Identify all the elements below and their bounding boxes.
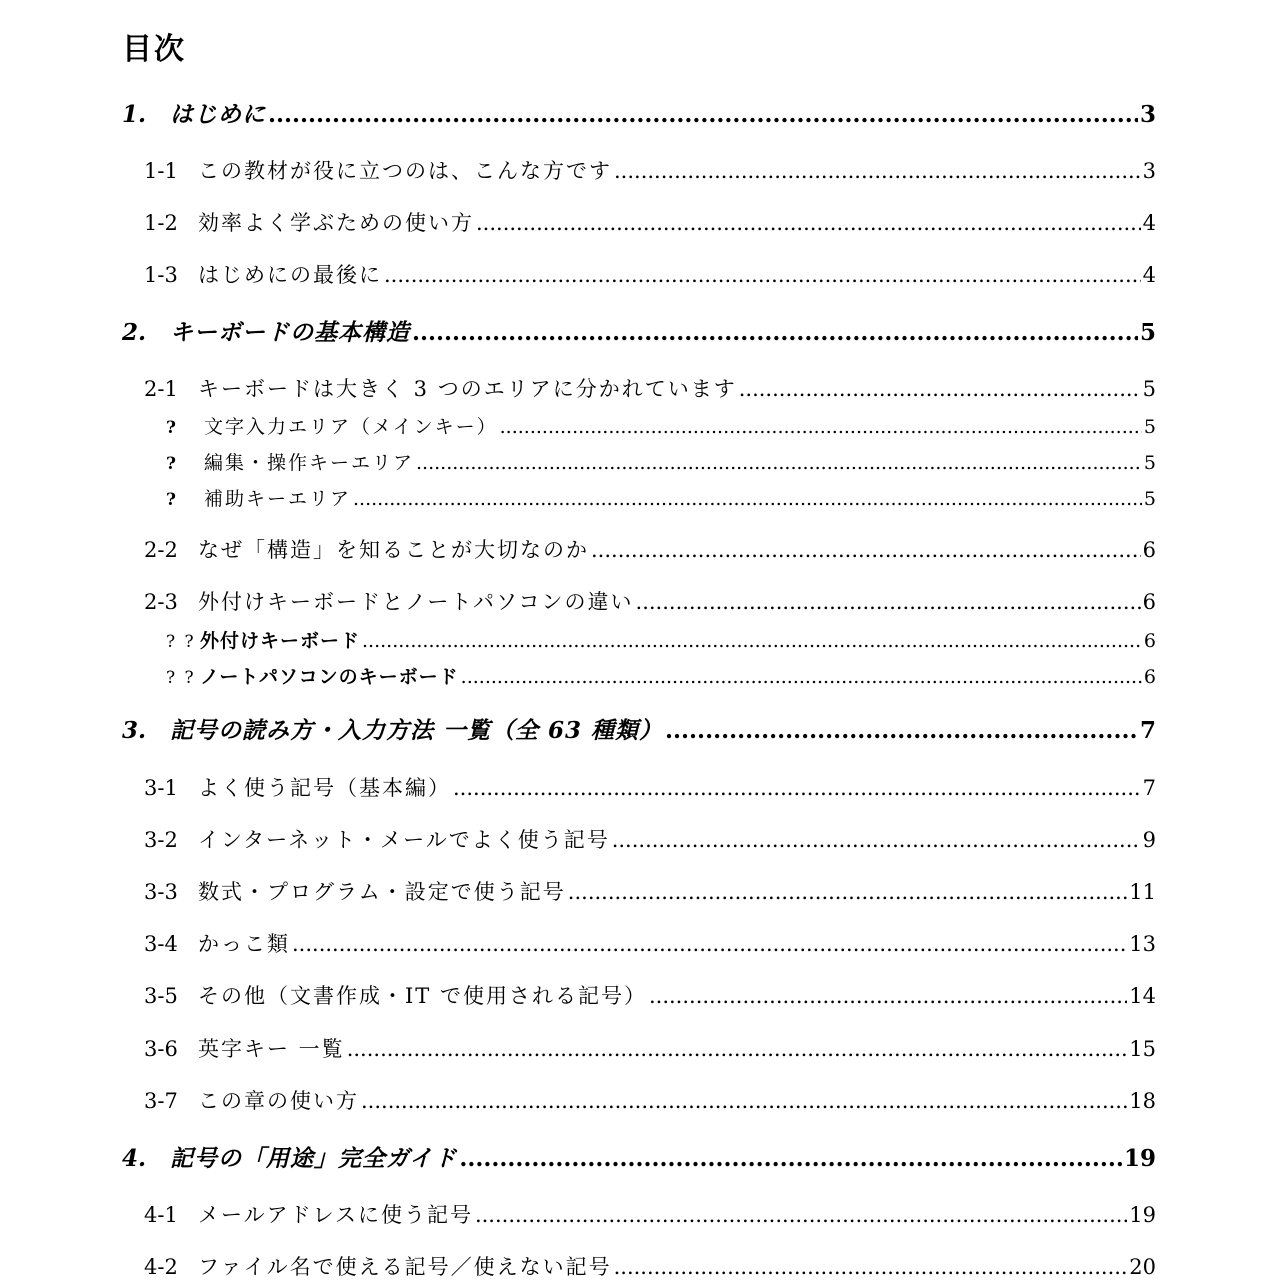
toc-entry-level-2[interactable] — [144, 981, 1156, 1011]
dot-leader — [614, 156, 1141, 186]
dot-leader — [475, 1200, 1127, 1230]
dot-leader — [568, 877, 1127, 907]
toc-entry-level-1[interactable] — [122, 1142, 1156, 1176]
toc-entry-page-number: 7 — [1139, 717, 1156, 744]
toc-entry-number: 1. — [122, 101, 147, 128]
dot-leader — [361, 1086, 1127, 1116]
dot-leader — [453, 773, 1141, 803]
toc-entry-label: よく使う記号（基本編） — [198, 776, 451, 800]
toc-entry-label: この教材が役に立つのは、こんな方です — [198, 159, 612, 183]
toc-entry-number: 3. — [122, 717, 147, 744]
toc-entry-level-2[interactable] — [144, 260, 1156, 290]
toc-entry-label: はじめに — [170, 101, 266, 128]
toc-entry-level-1[interactable] — [122, 316, 1156, 350]
toc-entry-page-number: 5 — [1142, 377, 1156, 401]
toc-entry-label: 記号の読み方・入力方法 一覧（全 63 種類） — [170, 717, 664, 744]
toc-entry-level-3[interactable] — [166, 664, 1156, 690]
toc-entry-page-number: 11 — [1129, 880, 1156, 904]
toc-entry-page-number: 5 — [1143, 488, 1156, 510]
dot-leader — [636, 587, 1141, 617]
toc-entry-page-number: 4 — [1142, 211, 1156, 235]
toc-entry-level-1[interactable] — [122, 714, 1156, 748]
toc-entry-label: 効率よく学ぶための使い方 — [198, 211, 474, 235]
toc-entry-level-2[interactable] — [144, 587, 1156, 617]
dot-leader — [649, 981, 1127, 1011]
toc-entry-level-2[interactable] — [144, 877, 1156, 907]
toc-entry-number: 4. — [122, 1145, 147, 1172]
toc-entry-number: ? — [166, 454, 177, 474]
toc-entry-number: 3-3 — [144, 880, 178, 904]
dot-leader — [362, 628, 1142, 654]
toc-entry-level-2[interactable] — [144, 1200, 1156, 1230]
toc-entry-label: 文字入力エリア（メインキー） — [204, 416, 498, 438]
toc-entry-number: ? ? — [166, 632, 196, 652]
toc-entry-label: 外付けキーボードとノートパソコンの違い — [198, 590, 634, 614]
toc-entry-number: 3-2 — [144, 828, 178, 852]
toc-entry-page-number: 5 — [1139, 319, 1156, 346]
toc-entry-page-number: 19 — [1129, 1203, 1156, 1227]
toc-entry-number: 3-6 — [144, 1037, 178, 1061]
toc-entry-page-number: 20 — [1129, 1255, 1156, 1279]
toc-entry-label: ファイル名で使える記号／使えない記号 — [198, 1255, 612, 1279]
toc-entry-page-number: 6 — [1143, 630, 1156, 652]
toc-entry-label: その他（文書作成・IT で使用される記号） — [198, 984, 647, 1008]
toc-entry-page-number: 6 — [1143, 666, 1156, 688]
toc-entry-level-2[interactable] — [144, 825, 1156, 855]
toc-entry-level-2[interactable] — [144, 929, 1156, 959]
toc-entry-label: キーボードの基本構造 — [170, 319, 410, 346]
toc-entry-label: この章の使い方 — [198, 1089, 359, 1113]
toc-entry-level-2[interactable] — [144, 535, 1156, 565]
dot-leader — [416, 450, 1142, 476]
toc-entry-number: ? — [166, 490, 177, 510]
toc-entry-number: 3-4 — [144, 932, 178, 956]
dot-leader — [476, 208, 1141, 238]
toc-entry-page-number: 7 — [1142, 776, 1156, 800]
dot-leader — [461, 664, 1142, 690]
toc-entry-page-number: 19 — [1123, 1145, 1156, 1172]
dot-leader — [412, 316, 1138, 350]
toc-entry-label: 数式・プログラム・設定で使う記号 — [198, 880, 566, 904]
toc-entry-label: かっこ類 — [198, 932, 290, 956]
toc-entry-level-2[interactable] — [144, 773, 1156, 803]
toc-entry-page-number: 3 — [1142, 159, 1156, 183]
dot-leader — [614, 1252, 1128, 1282]
toc-entry-label: インターネット・メールでよく使う記号 — [198, 828, 610, 852]
toc-entry-number: 4-1 — [144, 1203, 178, 1227]
toc-entry-level-3[interactable] — [166, 414, 1156, 440]
toc-entry-label: 補助キーエリア — [204, 488, 352, 510]
toc-entry-level-2[interactable] — [144, 1252, 1156, 1282]
toc-entry-label: ノートパソコンのキーボード — [200, 666, 459, 688]
dot-leader — [384, 260, 1141, 290]
toc-entry-page-number: 3 — [1139, 101, 1156, 128]
toc-entry-level-2[interactable] — [144, 374, 1156, 404]
toc-entry-level-3[interactable] — [166, 486, 1156, 512]
toc-entry-level-3[interactable] — [166, 450, 1156, 476]
toc-entry-label: キーボードは大きく 3 つのエリアに分かれています — [198, 377, 737, 401]
toc-title: 目次 — [122, 32, 186, 67]
toc-entry-number: 2-1 — [144, 377, 178, 401]
toc-entry-page-number: 14 — [1129, 984, 1156, 1008]
toc-entry-level-3[interactable] — [166, 628, 1156, 654]
toc-entry-number: 2-2 — [144, 538, 178, 562]
toc-entry-label: 編集・操作キーエリア — [204, 452, 415, 474]
dot-leader — [459, 1142, 1122, 1176]
toc-entry-page-number: 6 — [1142, 590, 1156, 614]
toc-entry-page-number: 9 — [1142, 828, 1156, 852]
toc-entry-page-number: 4 — [1142, 263, 1156, 287]
toc-entry-label: はじめにの最後に — [198, 263, 382, 287]
toc-entry-label: 外付けキーボード — [200, 630, 361, 652]
toc-entry-label: メールアドレスに使う記号 — [198, 1203, 473, 1227]
dot-leader — [347, 1034, 1128, 1064]
toc-entry-level-1[interactable] — [122, 98, 1156, 132]
toc-entry-page-number: 6 — [1142, 538, 1156, 562]
dot-leader — [500, 414, 1142, 440]
dot-leader — [665, 714, 1138, 748]
toc-entry-number: 2. — [122, 319, 147, 346]
toc-entry-level-2[interactable] — [144, 156, 1156, 186]
toc-entry-level-2[interactable] — [144, 208, 1156, 238]
toc-entry-level-2[interactable] — [144, 1034, 1156, 1064]
toc-entry-page-number: 5 — [1143, 452, 1156, 474]
toc-entry-label: 英字キー 一覧 — [198, 1037, 345, 1061]
toc-entry-number: ? ? — [166, 668, 196, 688]
dot-leader — [292, 929, 1127, 959]
toc-entry-number: 4-2 — [144, 1255, 178, 1279]
toc-entry-number: ? — [166, 418, 177, 438]
toc-entry-label: なぜ「構造」を知ることが大切なのか — [198, 538, 589, 562]
toc-entry-number: 2-3 — [144, 590, 178, 614]
toc-entry-number: 1-2 — [144, 211, 178, 235]
toc-entry-page-number: 5 — [1143, 416, 1156, 438]
toc-entry-number: 3-5 — [144, 984, 178, 1008]
toc-entry-number: 1-1 — [144, 159, 178, 183]
dot-leader — [739, 374, 1141, 404]
toc-entry-number: 3-1 — [144, 776, 178, 800]
toc-entry-page-number: 18 — [1129, 1089, 1156, 1113]
toc-entry-level-2[interactable] — [144, 1086, 1156, 1116]
toc-entry-number: 3-7 — [144, 1089, 178, 1113]
dot-leader — [591, 535, 1141, 565]
toc-entry-page-number: 13 — [1129, 932, 1156, 956]
dot-leader — [612, 825, 1141, 855]
dot-leader — [268, 98, 1138, 132]
toc-entry-page-number: 15 — [1129, 1037, 1156, 1061]
toc-entry-label: 記号の「用途」完全ガイド — [170, 1145, 458, 1172]
dot-leader — [353, 486, 1142, 512]
toc-entry-number: 1-3 — [144, 263, 178, 287]
